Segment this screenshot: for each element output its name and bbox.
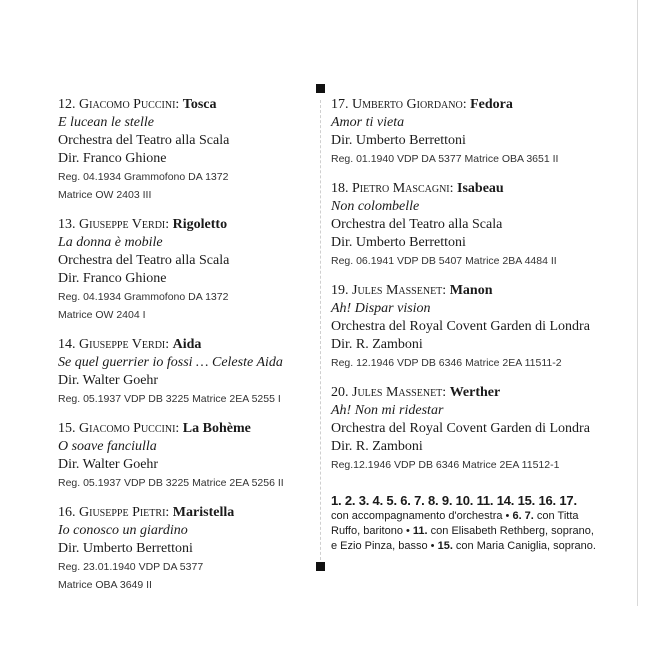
- notes-text: con Maria Caniglia, soprano.: [452, 540, 596, 552]
- notes-line-3: [331, 539, 631, 554]
- opera-title: Rigoletto: [172, 217, 228, 232]
- track-entry: [58, 420, 298, 492]
- left-column: [58, 96, 298, 606]
- track-entry: [331, 282, 631, 372]
- notes-text: Ruffo, baritono •: [331, 525, 413, 537]
- notes-track-ref: 6. 7.: [512, 510, 534, 522]
- conductor: Dir. R. Zamboni: [331, 337, 423, 352]
- track-heading: [331, 96, 631, 114]
- composer-name: Giuseppe Verdi:: [79, 217, 170, 232]
- recording-info: Reg. 04.1934 Grammofono DA 1372: [58, 171, 229, 183]
- notes-track-ref: 11.: [412, 525, 428, 537]
- track-number: 15.: [58, 421, 76, 436]
- composer-name: Jules Massenet:: [352, 385, 447, 400]
- opera-title: Maristella: [172, 505, 235, 520]
- aria-title: Ah! Dispar vision: [331, 301, 431, 316]
- conductor: Dir. Walter Goehr: [58, 373, 159, 388]
- opera-title: Aida: [172, 337, 202, 352]
- notes-text: con Elisabeth Rethberg, soprano,: [427, 525, 594, 537]
- recording-info: Reg.12.1946 VDP DB 6346 Matrice 2EA 11512-1: [331, 459, 560, 471]
- track-entry: [58, 336, 298, 408]
- orchestra: Orchestra del Royal Covent Garden di Londra: [331, 319, 590, 334]
- recording-info: Reg. 05.1937 VDP DB 3225 Matrice 2EA 5256 II: [58, 477, 284, 489]
- aria-title: O soave fanciulla: [58, 439, 157, 454]
- track-number: 13.: [58, 217, 76, 232]
- matrix-number: Matrice OBA 3649 II: [58, 579, 152, 591]
- track-number: 14.: [58, 337, 76, 352]
- track-entry: [58, 504, 298, 594]
- track-entry: [331, 180, 631, 270]
- composer-name: Giacomo Puccini:: [79, 97, 180, 112]
- composer-name: Pietro Mascagni:: [352, 181, 454, 196]
- notes-text: con accompagnamento d'orchestra •: [331, 510, 513, 522]
- track-entry: [331, 384, 631, 474]
- recording-info: Reg. 23.01.1940 VDP DA 5377: [58, 561, 204, 573]
- conductor: Dir. Franco Ghione: [58, 151, 167, 166]
- track-entry: [331, 96, 631, 168]
- conductor: Dir. Umberto Berrettoni: [331, 133, 466, 148]
- track-entry: [58, 216, 298, 324]
- opera-title: Manon: [449, 283, 493, 298]
- notes-text: con Titta: [533, 510, 579, 522]
- matrix-number: Matrice OW 2403 III: [58, 189, 152, 201]
- aria-title: E lucean le stelle: [58, 115, 155, 130]
- track-heading: [58, 96, 298, 114]
- conductor: Dir. Umberto Berrettoni: [331, 235, 466, 250]
- composer-name: Jules Massenet:: [352, 283, 447, 298]
- conductor: Dir. R. Zamboni: [331, 439, 423, 454]
- recording-info: Reg. 01.1940 VDP DA 5377 Matrice OBA 3651 II: [331, 153, 559, 165]
- track-number: 18.: [331, 181, 349, 196]
- opera-title: Werther: [449, 385, 501, 400]
- track-number: 17.: [331, 97, 349, 112]
- track-number: 19.: [331, 283, 349, 298]
- aria-title: Se quel guerrier io fossi … Celeste Aida: [58, 355, 283, 370]
- track-heading: [331, 180, 631, 198]
- opera-title: Fedora: [470, 97, 513, 112]
- track-heading: [331, 384, 631, 402]
- track-entry: [58, 96, 298, 204]
- aria-title: Ah! Non mi ridestar: [331, 403, 444, 418]
- square-marker-bottom: [316, 562, 325, 571]
- recording-info: Reg. 06.1941 VDP DB 5407 Matrice 2BA 4484 II: [331, 255, 557, 267]
- matrix-number: Matrice OW 2404 I: [58, 309, 146, 321]
- page-edge-line: [637, 0, 638, 606]
- column-divider: [320, 100, 321, 570]
- notes-line-2: [331, 524, 631, 539]
- conductor: Dir. Walter Goehr: [58, 457, 159, 472]
- opera-title: Tosca: [182, 97, 217, 112]
- conductor: Dir. Umberto Berrettoni: [58, 541, 193, 556]
- notes-text: e Ezio Pinza, basso •: [331, 540, 438, 552]
- notes-line-1: [331, 509, 631, 524]
- composer-name: Umberto Giordano:: [352, 97, 467, 112]
- track-heading: [58, 216, 298, 234]
- opera-title: Isabeau: [457, 181, 504, 196]
- aria-title: Amor ti vieta: [331, 115, 405, 130]
- composer-name: Giacomo Puccini:: [79, 421, 180, 436]
- orchestra: Orchestra del Royal Covent Garden di Londra: [331, 421, 590, 436]
- right-column: [331, 96, 631, 486]
- aria-title: Io conosco un giardino: [58, 523, 188, 538]
- conductor: Dir. Franco Ghione: [58, 271, 167, 286]
- aria-title: La donna è mobile: [58, 235, 163, 250]
- recording-info: Reg. 05.1937 VDP DB 3225 Matrice 2EA 5255 I: [58, 393, 281, 405]
- track-number: 16.: [58, 505, 76, 520]
- track-number: 12.: [58, 97, 76, 112]
- opera-title: La Bohème: [182, 421, 251, 436]
- track-heading: [331, 282, 631, 300]
- composer-name: Giuseppe Verdi:: [79, 337, 170, 352]
- notes-track-ref: 15.: [437, 540, 453, 552]
- composer-name: Giuseppe Pietri:: [79, 505, 170, 520]
- orchestra: Orchestra del Teatro alla Scala: [58, 253, 230, 268]
- recording-info: Reg. 04.1934 Grammofono DA 1372: [58, 291, 229, 303]
- notes-block: [331, 492, 631, 554]
- track-heading: [58, 336, 298, 354]
- square-marker-top: [316, 84, 325, 93]
- track-heading: [58, 420, 298, 438]
- aria-title: Non colombelle: [331, 199, 420, 214]
- orchestra: Orchestra del Teatro alla Scala: [331, 217, 503, 232]
- notes-track-numbers: 1. 2. 3. 4. 5. 6. 7. 8. 9. 10. 11. 14. 15. 16. 17.: [331, 493, 577, 508]
- orchestra: Orchestra del Teatro alla Scala: [58, 133, 230, 148]
- track-number: 20.: [331, 385, 349, 400]
- recording-info: Reg. 12.1946 VDP DB 6346 Matrice 2EA 11511-2: [331, 357, 562, 369]
- track-heading: [58, 504, 298, 522]
